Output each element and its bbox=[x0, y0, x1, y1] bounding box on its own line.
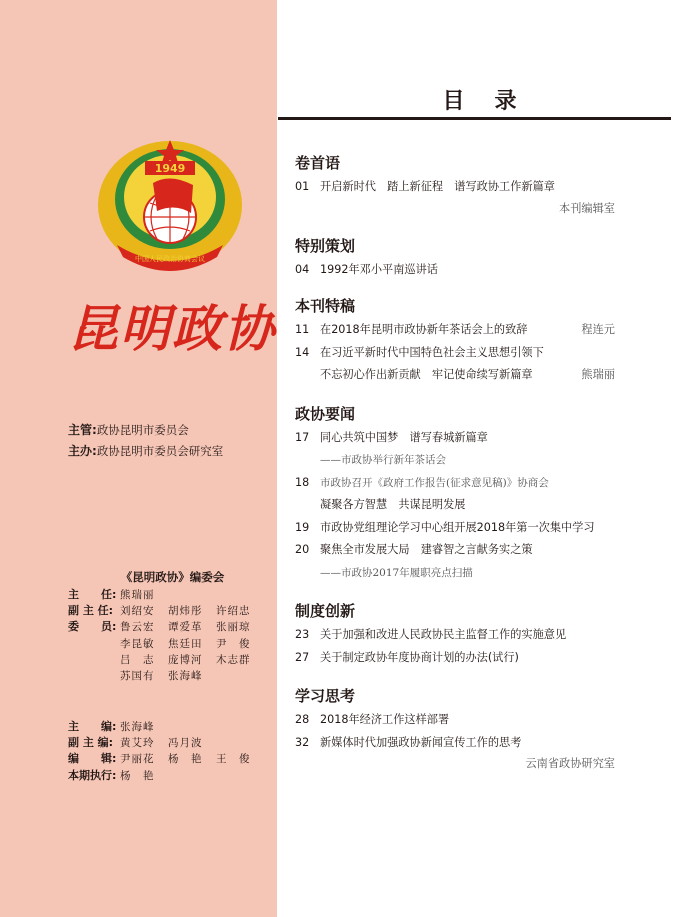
staff-row bbox=[68, 751, 264, 767]
board-member-name: 熊瑞丽 bbox=[120, 589, 155, 601]
toc-section-title: 学习思考 bbox=[295, 687, 356, 705]
board-member-name: 苏国有 bbox=[120, 670, 155, 683]
toc-section-byline: 云南省政协研究室 bbox=[525, 757, 615, 770]
toc-entry[interactable] bbox=[295, 319, 615, 342]
toc-entry[interactable] bbox=[295, 562, 615, 585]
board-row bbox=[68, 652, 264, 668]
toc-entry[interactable] bbox=[295, 624, 615, 647]
staff-names bbox=[120, 719, 168, 735]
sponsor-line bbox=[68, 441, 223, 462]
board-member-name: 吕 志 bbox=[120, 653, 155, 666]
supervisor-label: 主管: bbox=[68, 423, 97, 437]
board-row bbox=[68, 587, 264, 603]
supervisor-line bbox=[68, 420, 223, 441]
board-member-name: 庞博河 bbox=[168, 653, 203, 666]
sponsor-value: 政协昆明市委员会研究室 bbox=[96, 444, 224, 458]
toc-section-title: 政协要闻 bbox=[295, 404, 356, 423]
board-names bbox=[120, 587, 168, 603]
toc-entry-title: ——市政协2017年履职亮点扫描 bbox=[320, 566, 473, 579]
toc-page-number: 14 bbox=[295, 345, 310, 359]
toc-page-number: 01 bbox=[295, 180, 310, 193]
toc-entry[interactable] bbox=[295, 647, 615, 670]
board-member-name: 李昆敏 bbox=[120, 637, 155, 650]
toc-entry-title: 市政协党组理论学习中心组开展2018年第一次集中学习 bbox=[320, 520, 595, 534]
toc-entry-title: 凝聚各方智慧 共谋昆明发展 bbox=[320, 498, 466, 511]
toc-page-number: 04 bbox=[295, 262, 310, 276]
toc-section bbox=[295, 233, 615, 282]
board-role bbox=[68, 652, 120, 668]
board-row bbox=[68, 636, 264, 652]
toc-entry-author: 熊瑞丽 bbox=[581, 368, 615, 381]
board-member-name: 张丽琼 bbox=[216, 621, 251, 634]
toc-entry-title: 在习近平新时代中国特色社会主义思想引领下 bbox=[320, 345, 544, 359]
toc-section bbox=[295, 598, 615, 669]
staff-member-name: 尹丽花 bbox=[120, 753, 155, 766]
toc-page-number: 11 bbox=[295, 323, 310, 336]
toc-entry[interactable] bbox=[295, 176, 615, 199]
board-names bbox=[120, 603, 264, 619]
toc-entry[interactable] bbox=[295, 472, 615, 495]
toc-section bbox=[295, 293, 615, 387]
toc-section-title: 本刊特稿 bbox=[295, 297, 356, 315]
staff-row bbox=[68, 768, 264, 784]
toc-page-number: 18 bbox=[295, 475, 310, 489]
toc-entry-title: 开启新时代 踏上新征程 谱写政协工作新篇章 bbox=[320, 180, 555, 193]
toc-entry-title: 同心共筑中国梦 谱写春城新篇章 bbox=[320, 430, 488, 444]
toc-heading: 目录 bbox=[442, 88, 547, 114]
editorial-staff bbox=[68, 719, 264, 784]
staff-member-name: 张海峰 bbox=[120, 721, 155, 733]
staff-names bbox=[120, 768, 168, 784]
board-role bbox=[68, 668, 120, 684]
staff-member-name: 杨 艳 bbox=[120, 769, 155, 782]
toc-entry[interactable] bbox=[295, 342, 615, 365]
toc-page-number: 19 bbox=[295, 520, 310, 534]
editorial-board-title: 《昆明政协》编委会 bbox=[120, 570, 225, 584]
toc-entry-title: 关于加强和改进人民政协民主监督工作的实施意见 bbox=[320, 628, 567, 641]
toc-page-number: 32 bbox=[295, 735, 310, 749]
toc-sections bbox=[295, 150, 615, 774]
magazine-title: 昆明政协 bbox=[68, 299, 276, 358]
board-member-name: 许绍忠 bbox=[216, 605, 251, 618]
staff-role: 本期执行: bbox=[68, 768, 117, 782]
staff-member-name: 杨 艳 bbox=[168, 753, 203, 766]
board-member-name: 鲁云宏 bbox=[120, 621, 155, 634]
board-names bbox=[120, 636, 264, 652]
board-member-name: 胡炜彤 bbox=[168, 605, 203, 618]
emblem-year: 1949 bbox=[154, 162, 186, 175]
sponsor-label: 主办: bbox=[68, 444, 97, 458]
toc-entry[interactable] bbox=[295, 364, 615, 387]
board-role bbox=[68, 636, 120, 652]
toc-entry-title: ——市政协举行新年茶话会 bbox=[320, 454, 446, 466]
toc-entry[interactable] bbox=[295, 449, 615, 472]
toc-page-number: 28 bbox=[295, 713, 310, 726]
board-member-name: 焦廷田 bbox=[168, 637, 203, 650]
toc-entry-title: 聚焦全市发展大局 建睿智之言献务实之策 bbox=[320, 543, 533, 556]
toc-section-title: 制度创新 bbox=[295, 602, 356, 620]
staff-names bbox=[120, 751, 264, 767]
toc-entry[interactable] bbox=[295, 539, 615, 562]
board-names bbox=[120, 619, 264, 635]
toc-entry[interactable] bbox=[295, 709, 615, 732]
toc-entry-title: 新媒体时代加强政协新闻宣传工作的思考 bbox=[320, 735, 522, 749]
board-role: 主 任: bbox=[68, 588, 117, 601]
toc-section bbox=[295, 401, 615, 585]
toc-entry-title: 1992年邓小平南巡讲话 bbox=[320, 262, 438, 276]
board-row bbox=[68, 668, 264, 684]
toc-section-byline: 本刊编辑室 bbox=[559, 201, 615, 215]
board-row bbox=[68, 619, 264, 635]
staff-role: 编 辑: bbox=[68, 752, 117, 766]
emblem-ribbon-text: 中国人民政治协商会议 bbox=[135, 255, 205, 263]
toc-section-title: 特别策划 bbox=[295, 236, 356, 255]
board-row bbox=[68, 603, 264, 619]
publisher-info bbox=[68, 420, 223, 462]
toc-section bbox=[295, 150, 615, 219]
toc-entry-author: 程连元 bbox=[581, 323, 615, 336]
board-member-name: 尹 俊 bbox=[216, 637, 251, 650]
toc-entry[interactable] bbox=[295, 494, 615, 517]
toc-page-number: 20 bbox=[295, 543, 310, 556]
staff-member-name: 冯月波 bbox=[168, 737, 203, 750]
board-member-name: 刘绍安 bbox=[120, 605, 155, 618]
toc-rule bbox=[278, 117, 671, 120]
toc-entry-title: 市政协召开《政府工作报告(征求意见稿)》协商会 bbox=[320, 476, 549, 489]
board-role: 委 员: bbox=[68, 620, 117, 634]
toc-entry-title: 2018年经济工作这样部署 bbox=[320, 713, 450, 726]
board-names bbox=[120, 652, 264, 668]
board-member-name: 木志群 bbox=[216, 653, 251, 666]
editorial-board bbox=[68, 587, 264, 684]
supervisor-value: 政协昆明市委员会 bbox=[96, 423, 189, 437]
toc-entry[interactable] bbox=[295, 732, 615, 755]
staff-role: 副 主 编: bbox=[68, 736, 114, 750]
board-member-name: 张海峰 bbox=[168, 670, 203, 683]
staff-names bbox=[120, 735, 216, 751]
toc-page-number: 17 bbox=[295, 430, 310, 444]
toc-page-number: 27 bbox=[295, 650, 310, 664]
staff-row bbox=[68, 735, 264, 751]
cppcc-emblem bbox=[95, 139, 245, 274]
staff-member-name: 王 俊 bbox=[216, 753, 251, 766]
board-member-name: 谭爱革 bbox=[168, 621, 203, 634]
toc-entry[interactable] bbox=[295, 517, 615, 540]
toc-section bbox=[295, 683, 615, 774]
board-role: 副 主 任: bbox=[68, 604, 114, 618]
toc-entry-title: 不忘初心作出新贡献 牢记使命续写新篇章 bbox=[320, 368, 533, 381]
staff-row bbox=[68, 719, 264, 735]
toc-page-number: 23 bbox=[295, 628, 310, 641]
board-names bbox=[120, 668, 216, 684]
toc-section-title: 卷首语 bbox=[295, 154, 341, 172]
staff-role: 主 编: bbox=[68, 720, 117, 733]
toc-entry[interactable] bbox=[295, 259, 615, 282]
staff-member-name: 黄艾玲 bbox=[120, 737, 155, 750]
toc-entry-title: 关于制定政协年度协商计划的办法(试行) bbox=[320, 650, 519, 664]
toc-entry-title: 在2018年昆明市政协新年茶话会上的致辞 bbox=[320, 323, 528, 336]
toc-entry[interactable] bbox=[295, 427, 615, 450]
